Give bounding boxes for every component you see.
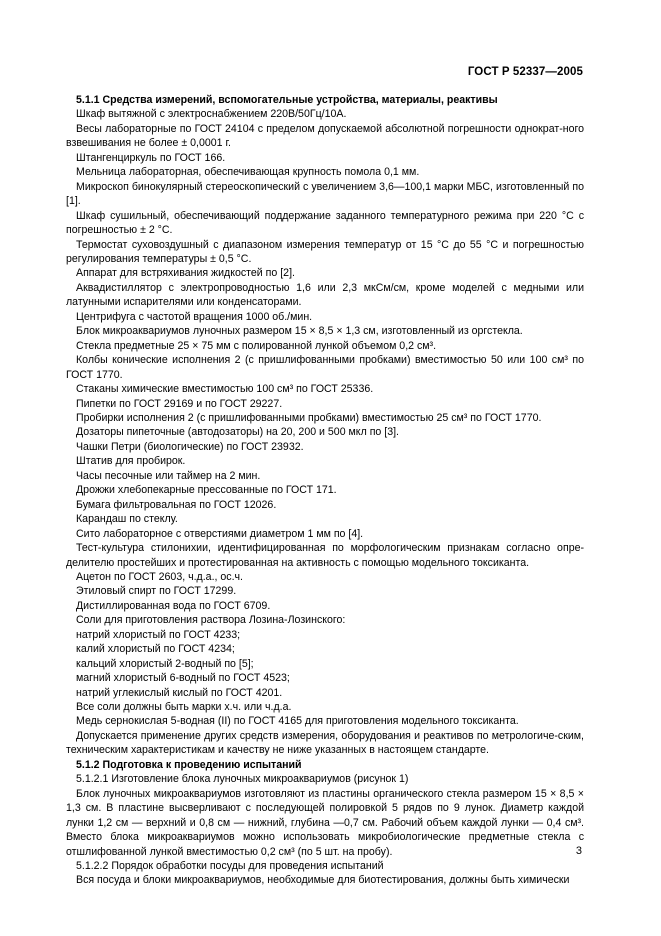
equipment-item: Карандаш по стеклу.	[76, 513, 178, 526]
equipment-item: Дрожжи хлебопекарные прессованные по ГОСТ 171.	[76, 484, 337, 497]
equipment-item: Микроскоп бинокулярный стереоскопический с увеличением 3,6—100,1 марки МБС, изготовленный по [1].	[66, 180, 584, 208]
equipment-item: натрий углекислый кислый по ГОСТ 4201.	[76, 686, 283, 699]
section-heading-5-1-1: 5.1.1 Средства измерений, вспомогательные устройства, материалы, реактивы	[76, 94, 498, 106]
subsection-text-5-1-2-1: Блок луночных микроаквариумов изготовляют из пластины органического стекла размером 15 × 8,5 × 1,3 см. В пластине высверливают с последующей полировкой 5 рядов по 9 лунок. Диаметр каждой лунки 1,2 см — верхний и 0,8 см — нижний, глубина —0,7 см. Рабочий объем каждой лунки — 0,4 см³. Вместо блока микроаквариумов можно использовать микробиологические предметные стекла с отшлифованной лункой вместимостью 0,2 см³ (по 5 шт. на пробу).	[66, 787, 584, 858]
section-5-1-1-items	[66, 107, 584, 757]
equipment-item: Стекла предметные 25 × 75 мм с полированной лункой объемом 0,2 см³.	[76, 339, 437, 352]
equipment-item: Штангенциркуль по ГОСТ 166.	[76, 151, 226, 164]
equipment-item: Бумага фильтровальная по ГОСТ 12026.	[76, 498, 277, 511]
subsection-heading-5-1-2-2: 5.1.2.2 Порядок обработки посуды для проведения испытаний	[76, 860, 384, 873]
equipment-item: Штатив для пробирок.	[76, 455, 186, 468]
subsection-text-5-1-2-2: Вся посуда и блоки микроаквариумов, необходимые для биотестирования, должны быть химически	[76, 874, 570, 887]
equipment-item: Тест-культура стилонихии, идентифицированная по морфологическим признакам согласно опре-делителю простейших и протестированная на активность с помощью модельного токсиканта.	[66, 542, 584, 569]
equipment-item: Мельница лабораторная, обеспечивающая крупность помола 0,1 мм.	[76, 166, 420, 179]
equipment-item: Шкаф вытяжной с электроснабжением 220В/50Гц/10А.	[76, 108, 347, 121]
equipment-item: Часы песочные или таймер на 2 мин.	[76, 469, 261, 482]
equipment-item: Аквадистиллятор с электропроводностью 1,6 или 2,3 мкСм/см, кроме моделей с медными или латунными испарителями или конденсаторами.	[66, 281, 584, 309]
equipment-item: Этиловый спирт по ГОСТ 17299.	[76, 585, 237, 598]
equipment-item: Аппарат для встряхивания жидкостей по [2].	[76, 267, 295, 280]
equipment-item: Шкаф сушильный, обеспечивающий поддержание заданного температурного режима при 220 °С с погрешностью ± 2 °С.	[66, 209, 584, 237]
equipment-item: натрий хлористый по ГОСТ 4233;	[76, 628, 241, 641]
equipment-item: Пробирки исполнения 2 (с пришлифованными пробками) вместимостью 25 см³ по ГОСТ 1770.	[76, 411, 542, 424]
equipment-item: Пипетки по ГОСТ 29169 и по ГОСТ 29227.	[76, 397, 283, 410]
equipment-item: кальций хлористый 2-водный по [5];	[76, 657, 254, 670]
section-heading-5-1-2: 5.1.2 Подготовка к проведению испытаний	[76, 758, 302, 771]
subsection-heading-5-1-2-1: 5.1.2.1 Изготовление блока луночных микроаквариумов (рисунок 1)	[76, 773, 409, 786]
page-number: 3	[575, 845, 582, 857]
equipment-item: Дистиллированная вода по ГОСТ 6709.	[76, 599, 271, 612]
equipment-item: Все соли должны быть марки х.ч. или ч.д.а.	[76, 701, 292, 714]
equipment-item: Весы лабораторные по ГОСТ 24104 с пределом допускаемой абсолютной погрешности однократ-ного взвешивания не более ± 0,0001 г.	[66, 122, 584, 150]
equipment-item: Центрифуга с частотой вращения 1000 об./мин.	[76, 310, 313, 323]
equipment-item: Стаканы химические вместимостью 100 см³ по ГОСТ 25336.	[76, 383, 374, 396]
equipment-item: Дозаторы пипеточные (автодозаторы) на 20, 200 и 500 мкл по [3].	[76, 426, 399, 439]
equipment-item: Термостат суховоздушный с диапазоном измерения температур от 15 °С до 55 °С и погрешностью регулирования температуры ± 0,5 °С.	[66, 238, 584, 265]
equipment-item: Сито лабораторное с отверстиями диаметром 1 мм по [4].	[76, 527, 364, 540]
equipment-item: Ацетон по ГОСТ 2603, ч.д.а., ос.ч.	[76, 570, 243, 583]
equipment-item: магний хлористый 6-водный по ГОСТ 4523;	[76, 672, 290, 685]
equipment-item: Соли для приготовления раствора Лозина-Лозинского:	[76, 614, 346, 627]
page-body	[66, 93, 584, 888]
equipment-item: Блок микроаквариумов луночных размером 15 × 8,5 × 1,3 см, изготовленный из оргстекла.	[76, 325, 523, 338]
standard-header: ГОСТ Р 52337—2005	[467, 66, 583, 78]
equipment-item: Допускается применение других средств измерения, оборудования и реактивов по метрологиче-ским, техническим характеристикам и качеству не ниже указанных в настоящем стандарте.	[66, 729, 584, 757]
equipment-item: Колбы конические исполнения 2 (с пришлифованными пробками) вместимостью 50 или 100 см³ по ГОСТ 1770.	[66, 354, 584, 381]
equipment-item: Чашки Петри (биологические) по ГОСТ 23932.	[76, 440, 304, 453]
equipment-item: Медь сернокислая 5-водная (II) по ГОСТ 4165 для приготовления модельного токсиканта.	[76, 715, 519, 728]
equipment-item: калий хлористый по ГОСТ 4234;	[76, 643, 235, 656]
